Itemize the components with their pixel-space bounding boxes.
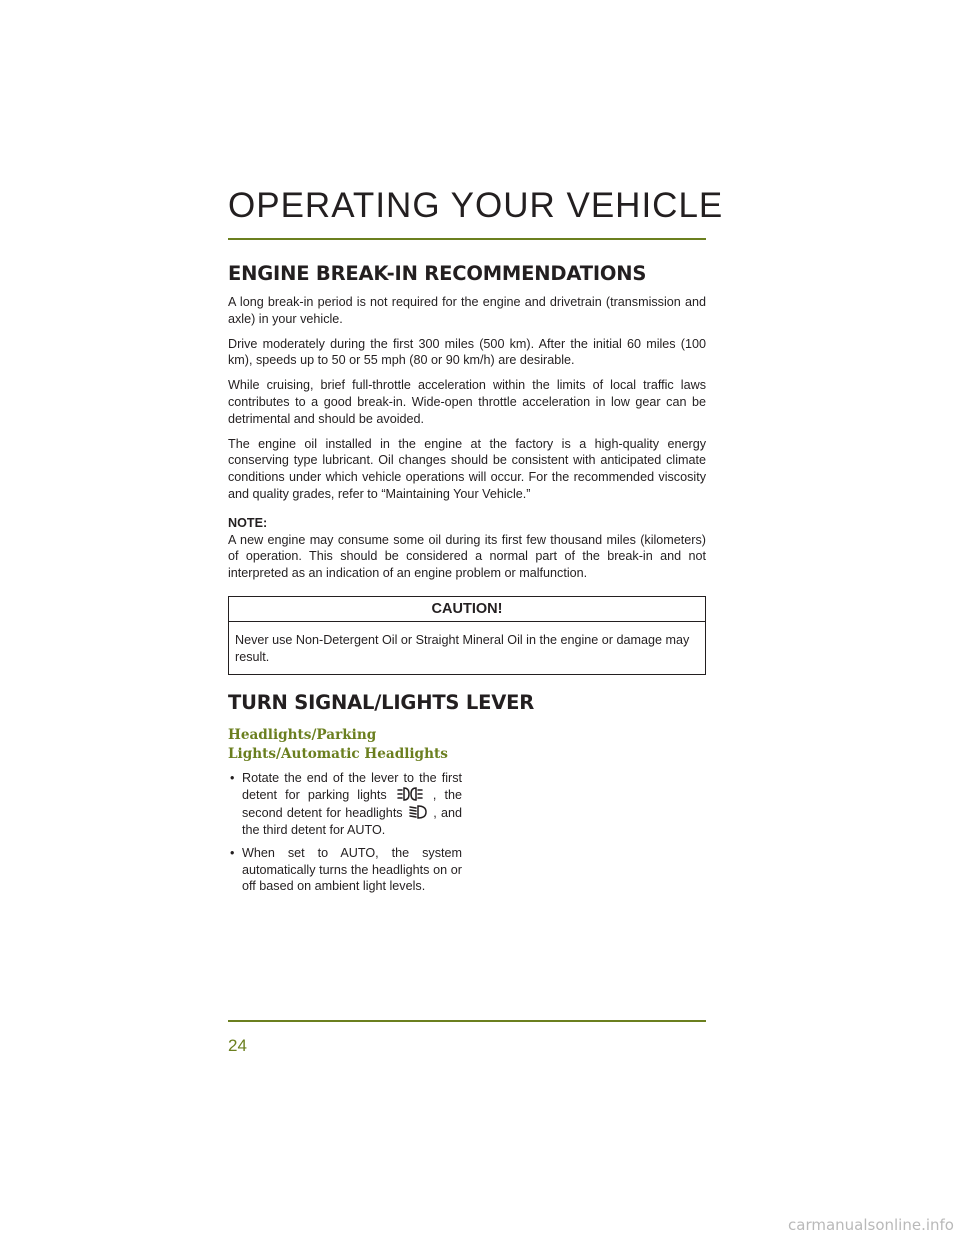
turn-signal-column <box>228 726 462 896</box>
headlights-list <box>228 770 462 896</box>
caution-text: Never use Non-Detergent Oil or Straight Mineral Oil in the engine or damage may result. <box>235 632 690 664</box>
bullet-icon: • <box>230 770 235 785</box>
headlights-icon <box>409 804 427 820</box>
headlights-subheading: Headlights/Parking Lights/Automatic Headlights <box>228 726 448 762</box>
break-in-paragraph-2: Drive moderately during the first 300 miles (500 km). After the initial 60 miles (100 km), speeds up to 50 or 55 mph (80 or 90 km/h) are desirable. <box>228 336 706 368</box>
footer-watermark: carmanualsonline.info <box>788 1216 954 1234</box>
parking-lights-icon <box>397 786 423 802</box>
section-title: OPERATING YOUR VEHICLE <box>228 186 724 225</box>
bullet-1-text-a: Rotate the end of the lever to the first detent for parking lights <box>242 770 462 803</box>
bullet-1-text-c: , and the third detent for AUTO. <box>242 806 463 837</box>
caution-title: CAUTION! <box>229 597 705 622</box>
page-content <box>228 262 706 901</box>
bullet-icon: • <box>230 845 235 860</box>
note-label: NOTE: <box>228 515 268 530</box>
note-text: A new engine may consume some oil during its first few thousand miles (kilometers) of operation. This should be considered a normal part of the break-in and not interpreted as an indication of an engine problem or malfunction. <box>228 532 706 581</box>
list-item <box>228 845 462 895</box>
turn-signal-heading: TURN SIGNAL/LIGHTS LEVER <box>228 690 535 714</box>
caution-box <box>228 596 706 675</box>
list-item <box>228 770 462 839</box>
footer-rule <box>228 1020 706 1022</box>
break-in-paragraph-1: A long break-in period is not required for the engine and drivetrain (transmission and axle) in your vehicle. <box>228 295 706 326</box>
break-in-paragraph-4: The engine oil installed in the engine at the factory is a high-quality energy conserving type lubricant. Oil changes should be consistent with anticipated climate conditions under which vehicle operations will occur. For the recommended viscosity and quality grades, refer to “Maintaining Your Vehicle.” <box>228 436 706 501</box>
page-number: 24 <box>228 1036 247 1055</box>
bullet-2-text: When set to AUTO, the system automatically turns the headlights on or off based on ambient light levels. <box>242 845 462 894</box>
header-rule <box>228 238 706 240</box>
break-in-paragraph-3: While cruising, brief full-throttle acceleration within the limits of local traffic laws contributes to a good break-in. Wide-open throttle acceleration in low gear can be detrimental and should be avoided. <box>228 378 706 426</box>
bullet-1-text-b: , the second detent for headlights <box>242 788 462 821</box>
break-in-heading: ENGINE BREAK-IN RECOMMENDATIONS <box>228 262 647 285</box>
